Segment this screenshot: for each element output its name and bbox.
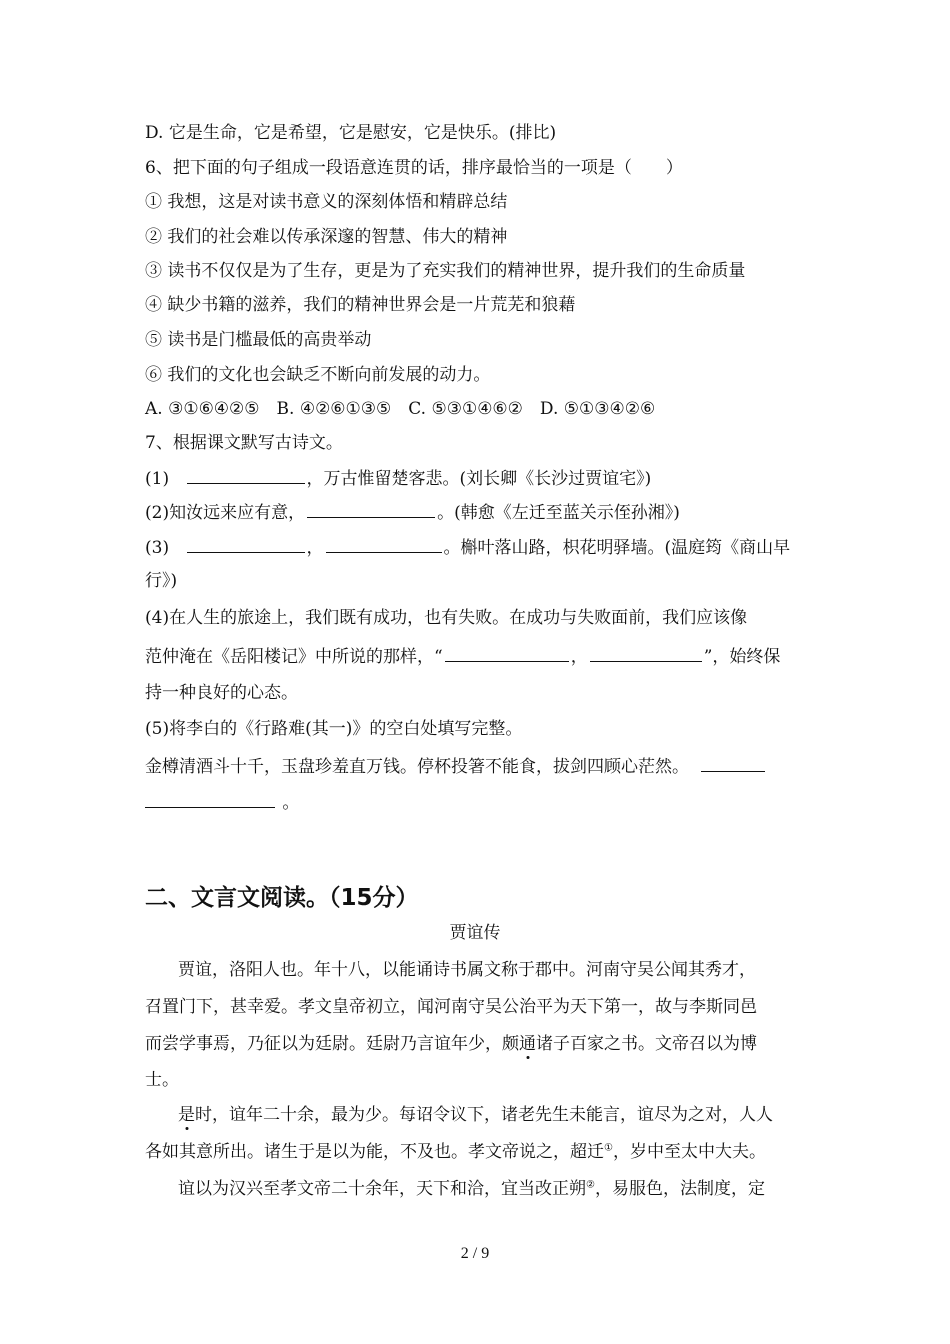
item-4-text-a: 范仲淹在《岳阳楼记》中所说的那样，“ (145, 647, 443, 667)
answer-blank[interactable] (307, 501, 435, 518)
passage-text: ，易服色，法制度，定 (594, 1179, 765, 1199)
question-7-item-5: (5)将李白的《行路难(其一)》的空白处填写完整。 (145, 719, 523, 739)
item-3-comma: ， (306, 538, 324, 558)
passage-text: ，岁中至太中大夫。 (612, 1142, 766, 1162)
passage-line: 召置门下，甚幸爱。孝文皇帝初立，闻河南守吴公治平为天下第一，故与李斯同邑 (145, 997, 757, 1017)
emphasis-char: 是 (178, 1105, 195, 1125)
question-7-item-1 (145, 467, 810, 490)
question-7-item-5-poem (145, 755, 810, 778)
passage-title: 贾谊传 (449, 923, 501, 943)
answer-blank[interactable] (590, 645, 702, 662)
answer-blank[interactable] (701, 755, 765, 772)
passage-text: 而尝学事焉，乃征以为廷尉。廷尉乃言谊年少，颇 (145, 1034, 519, 1054)
answer-blank[interactable] (145, 791, 275, 808)
passage-line (145, 1033, 810, 1055)
question-7-stem: 7、根据课文默写古诗文。 (145, 433, 343, 453)
sentence-5: ⑤ 读书是门槛最低的高贵举动 (145, 330, 372, 350)
section-heading: 二、文言文阅读。（15分） (145, 885, 419, 911)
footnote-marker: ① (604, 1142, 613, 1154)
passage-line: 贾谊，洛阳人也。年十八，以能诵诗书属文称于郡中。河南守吴公闻其秀才， (178, 960, 756, 980)
poem-text: 金樽清酒斗十千，玉盘珍羞直万钱。停杯投箸不能食，拔剑四顾心茫然。 (145, 757, 689, 777)
item-2-text-a: (2)知汝远来应有意， (145, 503, 306, 523)
question-7-item-4-line2 (145, 645, 810, 668)
question-7-item-4: (4)在人生的旅途上，我们既有成功，也有失败。在成功与失败面前，我们应该像 (145, 608, 748, 628)
sentence-1: ① 我想，这是对读书意义的深刻体悟和精辟总结 (145, 192, 508, 212)
passage-line: 士。 (145, 1070, 179, 1090)
sentence-2: ② 我们的社会难以传承深邃的智慧、伟大的精神 (145, 227, 508, 247)
question-6-stem: 6、把下面的句子组成一段语意连贯的话，排序最恰当的一项是（ ） (145, 158, 683, 178)
passage-text: 各如其意所出。诸生于是以为能，不及也。孝文帝说之，超迁 (145, 1142, 604, 1162)
passage-line (178, 1104, 810, 1126)
question-7-item-4-line3: 持一种良好的心态。 (145, 683, 298, 703)
answer-blank[interactable] (187, 467, 305, 484)
item-1-text: ，万古惟留楚客悲。(刘长卿《长沙过贾谊宅》) (306, 469, 652, 489)
question-5-option-d: D. 它是生命，它是希望，它是慰安，它是快乐。(排比) (145, 123, 557, 143)
answer-blank[interactable] (326, 536, 442, 553)
passage-text: 时，谊年二十余，最为少。每诏令议下，诸老先生未能言，谊尽为之对，人人 (195, 1105, 773, 1125)
footnote-marker: ② (586, 1179, 595, 1191)
sentence-3: ③ 读书不仅仅是为了生存，更是为了充实我们的精神世界，提升我们的生命质量 (145, 261, 746, 281)
sentence-6: ⑥ 我们的文化也会缺乏不断向前发展的动力。 (145, 365, 491, 385)
item-4-comma: ， (570, 647, 588, 667)
answer-blank[interactable] (187, 536, 305, 553)
passage-text: 谊以为汉兴至孝文帝二十余年，天下和洽，宜当改正朔 (178, 1179, 586, 1199)
question-7-item-3-cont: 行》) (145, 571, 178, 591)
question-7-item-3 (145, 536, 810, 559)
sentence-4: ④ 缺少书籍的滋养，我们的精神世界会是一片荒芜和狼藉 (145, 295, 576, 315)
passage-line (145, 1141, 810, 1163)
question-6-options: A. ③①⑥④②⑤ B. ④②⑥①③⑤ C. ⑤③①④⑥② D. ⑤①③④②⑥ (145, 399, 656, 419)
item-1-number: (1) (145, 469, 170, 489)
item-2-text-b: 。(韩愈《左迁至蓝关示侄孙湘》) (437, 503, 680, 523)
question-7-item-2 (145, 501, 810, 524)
item-3-number: (3) (145, 538, 170, 558)
item-3-text: 。槲叶落山路，枳花明驿墙。(温庭筠《商山早 (443, 538, 791, 558)
answer-blank[interactable] (445, 645, 569, 662)
poem-end: 。 (282, 793, 300, 813)
passage-text: 诸子百家之书。文帝召以为博 (536, 1034, 757, 1054)
item-4-text-b: ”，始终保 (703, 647, 781, 667)
page-number: 2 / 9 (460, 1245, 490, 1262)
question-7-item-5-blank-line (145, 791, 810, 814)
passage-line (178, 1178, 810, 1200)
emphasis-char: 通 (519, 1034, 536, 1054)
